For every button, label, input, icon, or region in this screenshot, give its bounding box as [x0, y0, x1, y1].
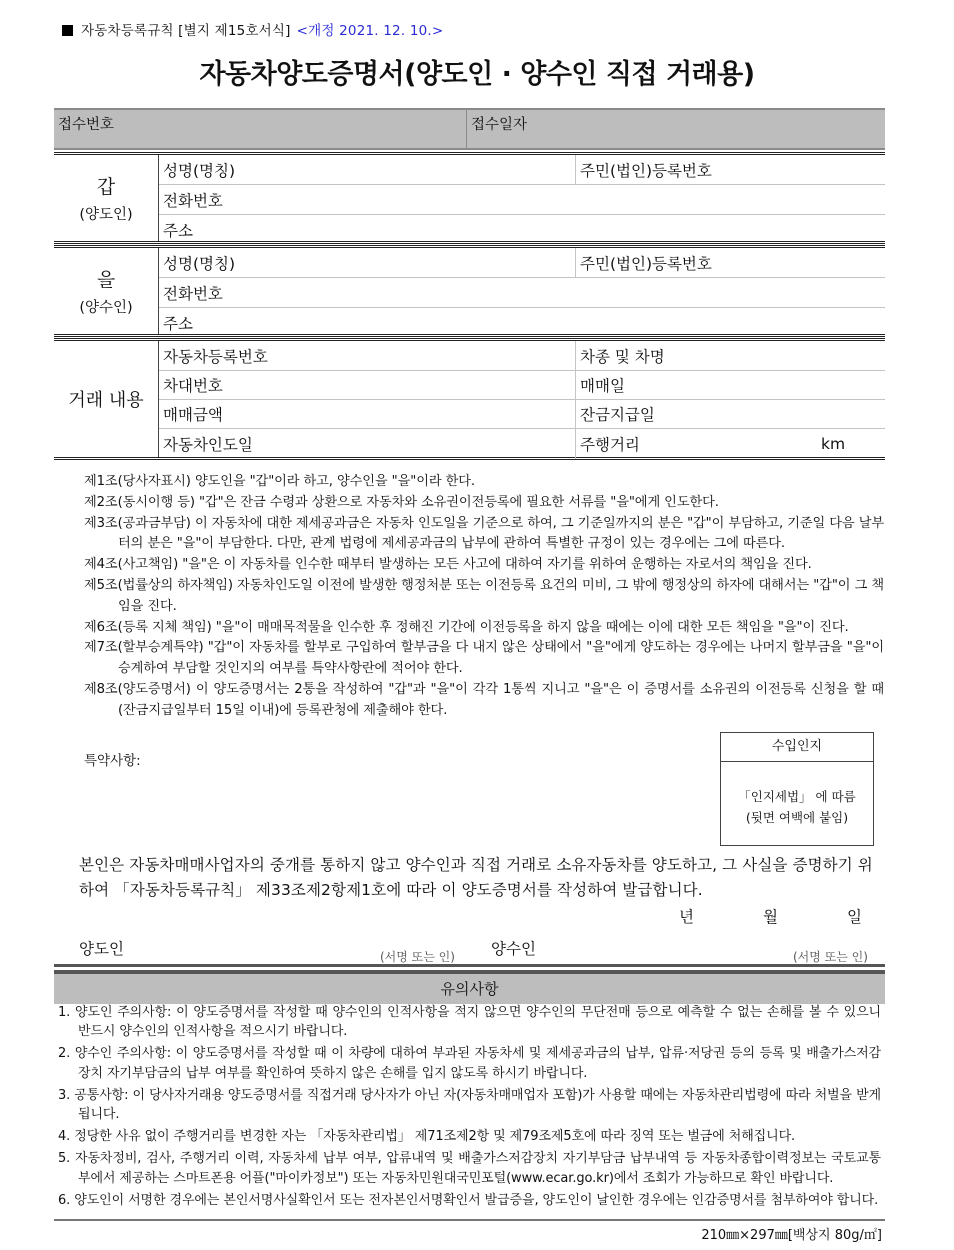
seller-sublabel: (양도인) [79, 207, 133, 223]
notice-item-1: 1. 양도인 주의사항: 이 양도증명서를 작성할 때 양수인의 인적사항을 적지 않으면 양수인의 무단전매 등으로 예측할 수 없는 손해를 볼 수 있으니 반드시 양수인의 인적사항을 적으시기 바랍니다. [58, 1005, 881, 1040]
delivery-date-field[interactable] [159, 429, 253, 459]
mileage-field[interactable] [575, 429, 885, 459]
transaction-row [159, 400, 885, 429]
buyer-name-label: 성명(명칭) [163, 254, 235, 273]
buyer-sign-note: (서명 또는 인) [793, 950, 868, 964]
clause-1: 제1조(당사자표시) 양도인을 "갑"이라 하고, 양수인을 "을"이라 한다. [84, 474, 475, 489]
declaration-text: 본인은 자동차매매사업자의 중개를 통하지 않고 양수인과 직접 거래로 소유자동차를 양도하고, 그 사실을 증명하기 위하여 「자동차등록규칙」 제33조제2항제1호에 따라 이 양도증명서를 작성하여 발급합니다. [79, 856, 873, 899]
regulation-label: 자동차등록규칙 [별지 제15호서식] [81, 23, 291, 39]
seller-label: 갑 [96, 176, 116, 198]
seller-address-field[interactable] [159, 215, 193, 244]
buyer-name-field[interactable] [159, 248, 235, 277]
sale-price-field[interactable] [159, 400, 223, 428]
special-terms-field[interactable] [84, 749, 141, 769]
contract-clauses [84, 472, 884, 722]
seller-id-label: 주민(법인)등록번호 [580, 161, 712, 180]
notice-item-5: 5. 자동차정비, 검사, 주행거리 이력, 자동차세 납부 여부, 압류내역 및 배출가스저감장치 자기부담금 납부내역 등 자동차종합이력정보는 국토교통부에서 제공하는 스마트폰용 어플("마이카정보") 또는 자동차민원대국민포털(www.ecar.go.kr)에서 조회가 가능하므로 확인 바랍니다. [58, 1151, 881, 1186]
form-reference [62, 19, 443, 39]
stamp-note-1: 「인지세법」 에 따름 [738, 789, 856, 804]
paper-spec: 210㎜×297㎜[백상지 80g/㎡] [701, 1228, 882, 1243]
delivery-date-label: 자동차인도일 [163, 436, 253, 454]
notices-list [58, 1003, 881, 1210]
buyer-phone-row[interactable] [159, 278, 885, 308]
buyer-sublabel: (양수인) [79, 300, 133, 316]
buyer-signature-field[interactable] [793, 948, 868, 965]
receipt-date-field[interactable] [467, 110, 885, 148]
sale-date-field[interactable] [575, 371, 625, 399]
year-label: 년 [679, 908, 694, 926]
clause-4: 제4조(사고책임) "을"은 이 자동차를 인수한 때부터 발생하는 모든 사고에 대하여 자기를 위하여 운행하는 자로서의 책임을 진다. [84, 557, 812, 573]
notice-item-2: 2. 양수인 주의사항: 이 양도증명서를 작성할 때 이 차량에 대하여 부과된 자동차세 및 제세공과금의 납부, 압류·저당권 등의 등록 및 배출가스저감장치 자기부담금의 납부 여부를 확인하여 뜻하지 않은 손해를 입지 않도록 하시기 바랍니다. [58, 1046, 881, 1081]
clause-7: 제7조(할부승계특약) "갑"이 자동차를 할부로 구입하여 할부금을 다 내지 않은 상태에서 "을"에게 양도하는 경우에는 나머지 할부금을 "을"이 승계하여 부담할 것인지의 여부를 특약사항란에 적어야 한다. [84, 640, 885, 677]
receipt-number-field[interactable] [54, 110, 467, 148]
buyer-id-field[interactable] [575, 248, 712, 277]
sale-date-label: 매매일 [580, 377, 625, 395]
special-terms-label: 특약사항: [84, 753, 141, 769]
stamp-note-2: (뒷면 여백에 붙임) [745, 810, 849, 825]
day-label: 일 [847, 908, 862, 926]
stamp-title: 수입인지 [721, 733, 873, 762]
revenue-stamp-box [720, 732, 874, 846]
seller-name-row [159, 155, 885, 185]
seller-signature-label: 양도인 [79, 940, 124, 958]
date-year-field[interactable] [679, 905, 694, 927]
buyer-label: 을 [96, 269, 116, 291]
seller-phone-row[interactable] [159, 185, 885, 215]
seller-phone-field[interactable] [159, 185, 223, 214]
transaction-table [54, 338, 885, 460]
seller-name-label: 성명(명칭) [163, 161, 235, 180]
buyer-name-row [159, 248, 885, 278]
seller-name-field[interactable] [159, 155, 235, 184]
buyer-phone-field[interactable] [159, 278, 223, 307]
seller-label-cell [54, 155, 159, 241]
clause-3: 제3조(공과금부담) 이 자동차에 대한 제세공과금은 자동차 인도일을 기준으로 하여, 그 기준일까지의 분은 "갑"이 부담하고, 기준일 다음 날부터의 분은 "을"이 부담한다. 다만, 관계 법령에 제세공과금의 납부에 관하여 특별한 규정이 있는 경우에는 그에 따른다. [84, 515, 884, 552]
seller-phone-label: 전화번호 [163, 191, 223, 210]
page-title: 자동차양도증명서(양도인 · 양수인 직접 거래용) [199, 59, 755, 90]
notice-item-3: 3. 공통사항: 이 당사자거래용 양도증명서를 직접거래 당사자가 아닌 자(자동차매매업자 포함)가 사용할 때에는 자동차관리법령에 따라 처벌을 받게 됩니다. [58, 1087, 881, 1123]
seller-signature-field[interactable] [380, 948, 455, 965]
mileage-label: 주행거리 [580, 436, 640, 454]
clause-8: 제8조(양도증명서) 이 양도증명서는 2통을 작성하여 "갑"과 "을"이 각각 1통씩 지니고 "을"은 이 증명서를 소유권의 이전등록 신청을 할 때(잔금지급일부터 15일 이내)에 등록관청에 제출해야 한다. [84, 681, 884, 718]
square-bullet-icon [62, 25, 73, 36]
receipt-box [54, 108, 885, 150]
buyer-address-row[interactable] [159, 308, 885, 337]
footer-divider [54, 1219, 885, 1221]
transaction-label-cell [54, 341, 159, 457]
seller-sign-note: (서명 또는 인) [380, 950, 455, 964]
date-month-field[interactable] [763, 905, 778, 927]
transaction-label: 거래 내용 [68, 390, 144, 411]
notices-title: 유의사항 [440, 980, 499, 998]
clause-5: 제5조(법률상의 하자책임) 자동차인도일 이전에 발생한 행정처분 또는 이전등록 요건의 미비, 그 밖에 행정상의 하자에 대해서는 "갑"이 그 책임을 진다. [84, 577, 884, 614]
receipt-date-label: 접수일자 [471, 117, 528, 133]
vehicle-type-label: 차종 및 차명 [580, 347, 665, 366]
revision-date: <개정 2021. 12. 10.> [296, 23, 444, 39]
seller-address-label: 주소 [163, 221, 193, 240]
registration-number-label: 자동차등록번호 [163, 347, 268, 366]
buyer-address-label: 주소 [163, 314, 193, 333]
clause-2: 제2조(동시이행 등) "갑"은 잔금 수령과 상환으로 자동차와 소유권이전등록에 필요한 서류를 "을"에게 인도한다. [84, 494, 719, 510]
buyer-label-cell [54, 248, 159, 334]
seller-address-row[interactable] [159, 215, 885, 244]
balance-payment-date-label: 잔금지급일 [580, 406, 655, 424]
date-day-field[interactable] [847, 905, 862, 927]
registration-number-field[interactable] [159, 341, 268, 370]
seller-id-field[interactable] [575, 155, 712, 184]
clause-6: 제6조(등록 지체 책임) "을"이 매매목적물을 인수한 후 정해진 기간에 이전등록을 하지 않을 때에는 이에 대한 모든 책임을 "을"이 진다. [84, 619, 849, 635]
vin-field[interactable] [159, 371, 223, 399]
transaction-row [159, 371, 885, 400]
buyer-signature-label: 양수인 [491, 940, 536, 958]
transaction-row [159, 429, 885, 459]
seller-table [54, 152, 885, 244]
sale-price-label: 매매금액 [163, 406, 223, 424]
notice-item-6: 6. 양도인이 서명한 경우에는 본인서명사실확인서 또는 전자본인서명확인서 발급증을, 양도인이 날인한 경우에는 인감증명서를 첨부하여야 합니다. [58, 1192, 879, 1208]
vehicle-type-field[interactable] [575, 341, 665, 370]
month-label: 월 [763, 908, 778, 926]
buyer-phone-label: 전화번호 [163, 284, 223, 303]
notices-header [54, 970, 885, 1004]
vin-label: 차대번호 [163, 377, 223, 395]
buyer-address-field[interactable] [159, 308, 193, 337]
receipt-number-label: 접수번호 [58, 117, 115, 133]
buyer-table [54, 245, 885, 337]
transaction-row [159, 341, 885, 371]
mileage-unit: km [821, 435, 846, 453]
balance-payment-date-field[interactable] [575, 400, 655, 428]
notice-item-4: 4. 정당한 사유 없이 주행거리를 변경한 자는 「자동차관리법」 제71조제2항 및 제79조제5호에 따라 징역 또는 벌금에 처해집니다. [58, 1129, 796, 1145]
buyer-id-label: 주민(법인)등록번호 [580, 254, 712, 273]
